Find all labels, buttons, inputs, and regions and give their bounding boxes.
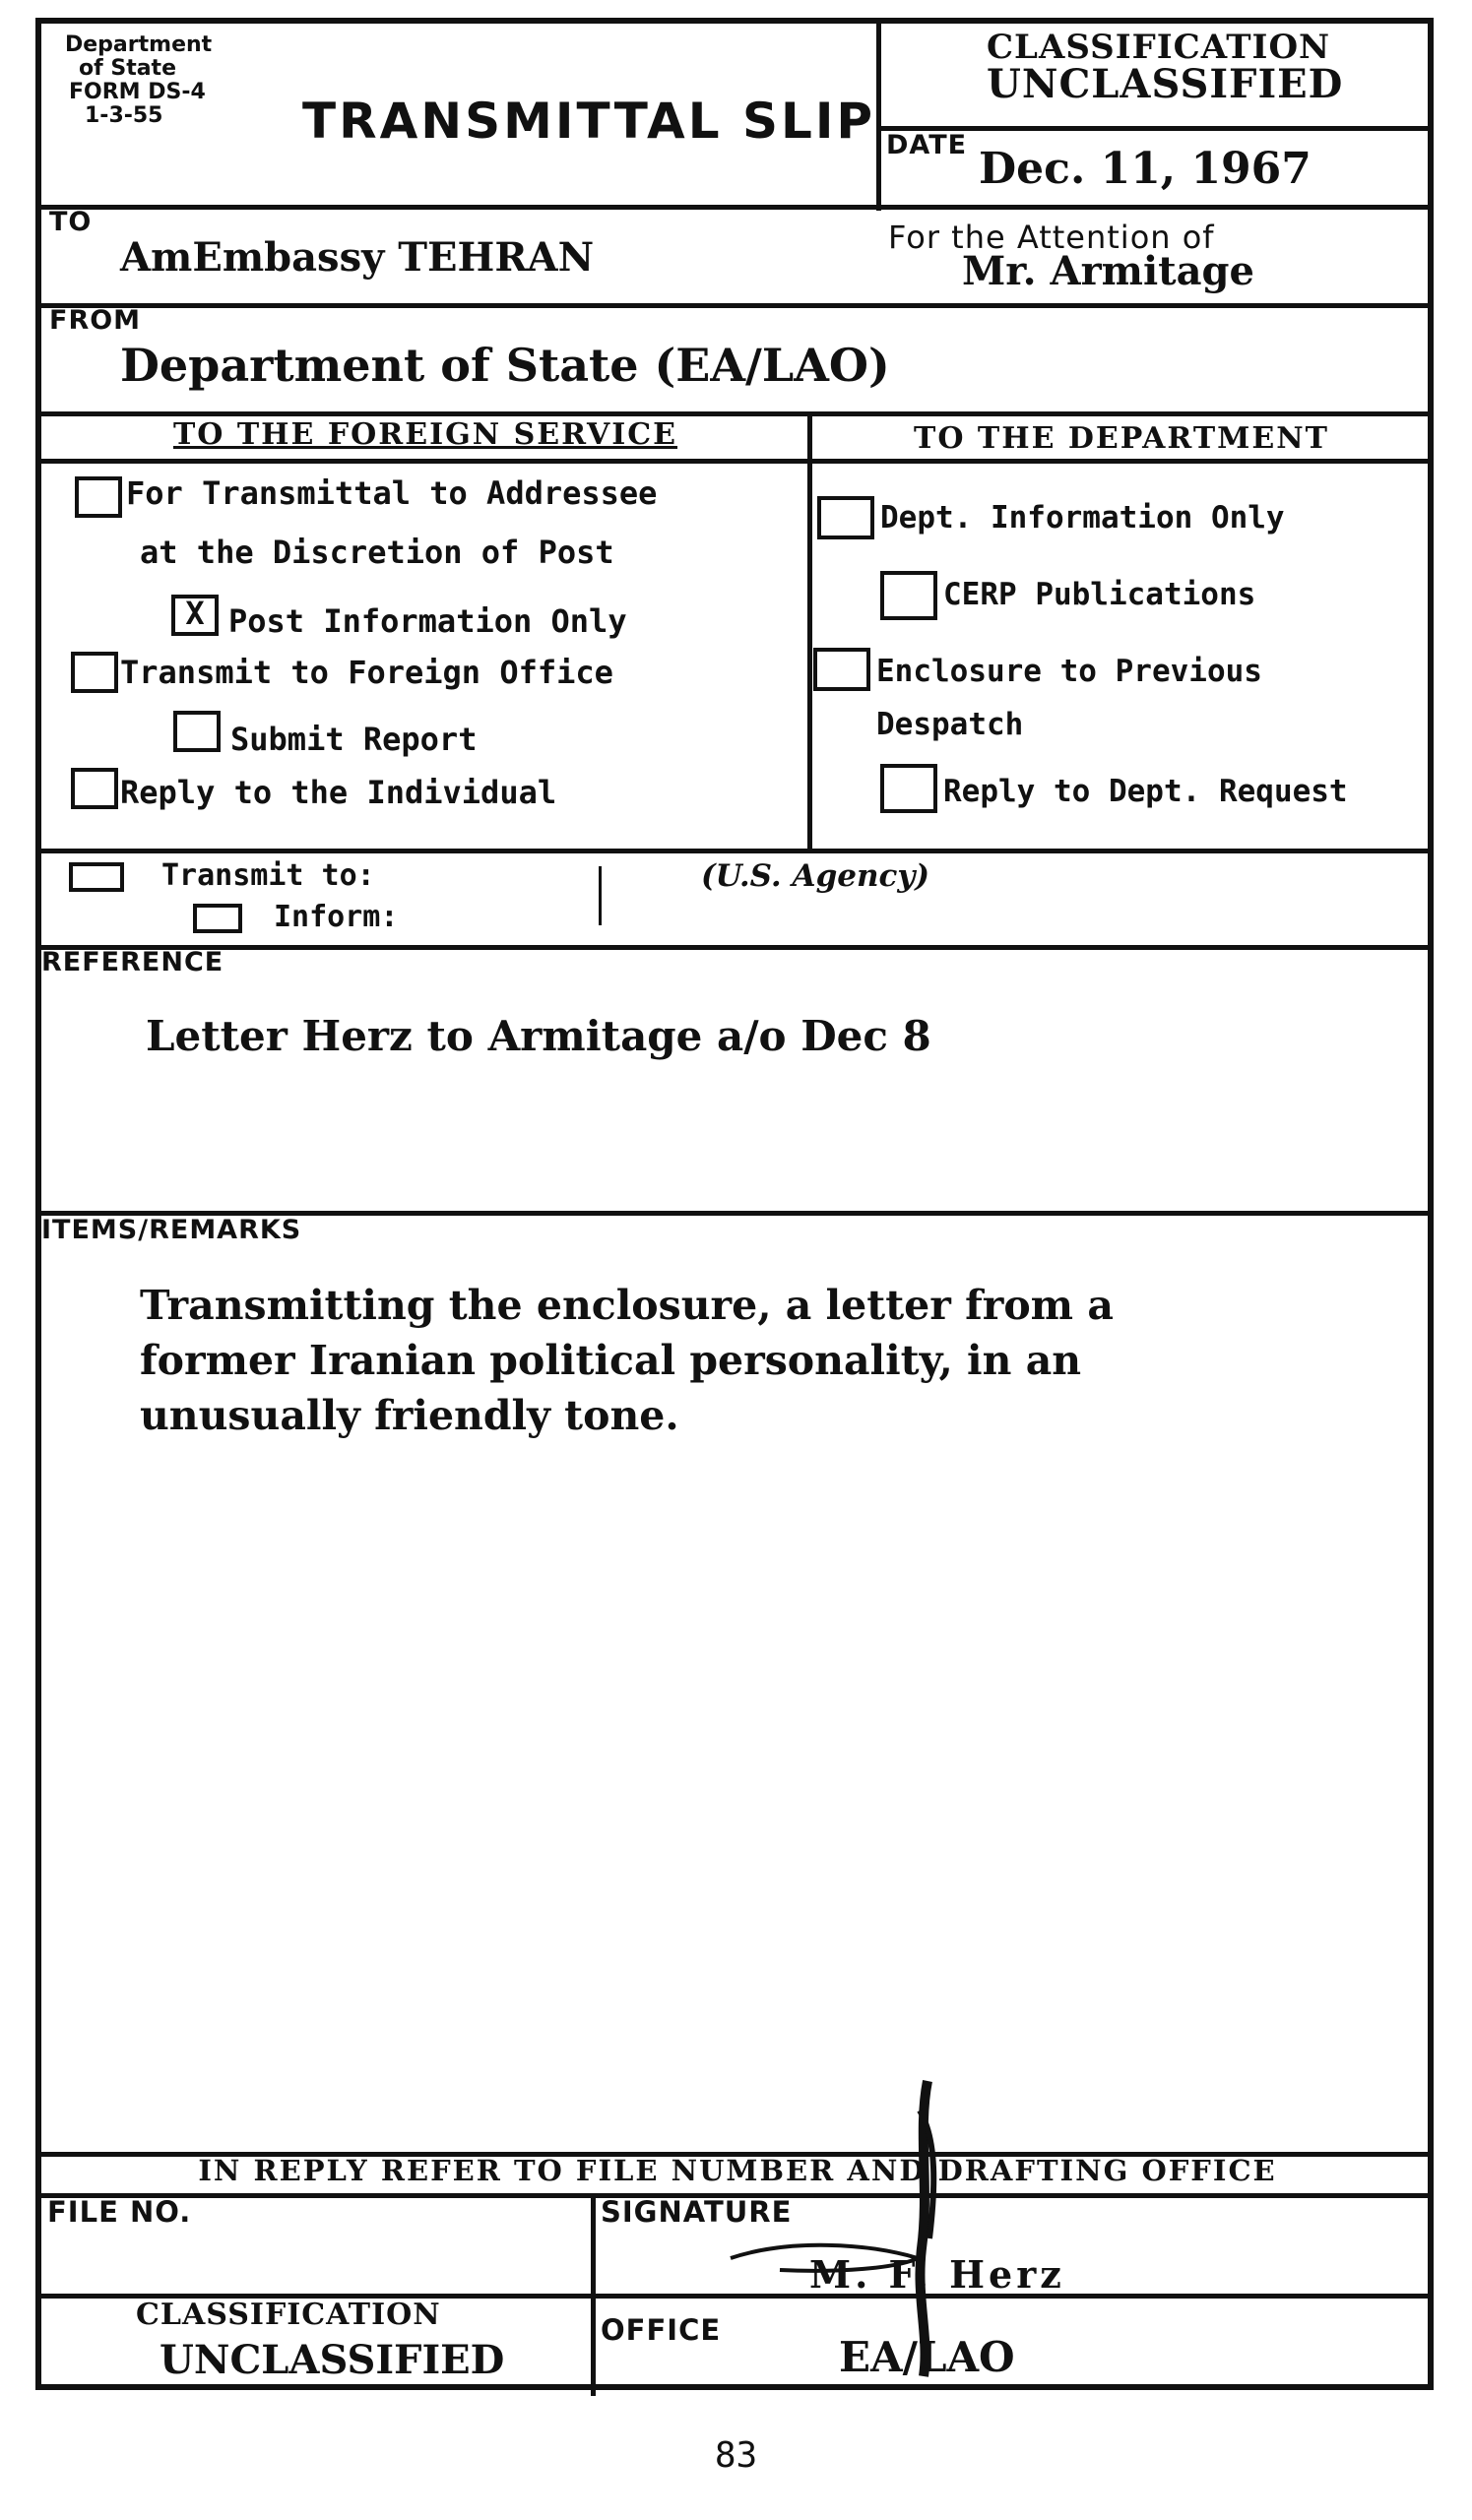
- date-label: DATE: [886, 130, 968, 160]
- form-id-line: FORM DS-4: [69, 80, 206, 104]
- foreign-service-heading: TO THE FOREIGN SERVICE: [172, 417, 678, 452]
- option-cerp-publications: CERP Publications: [943, 577, 1256, 612]
- page-number: 83: [714, 2435, 758, 2476]
- checkbox-enclosure-previous[interactable]: [813, 648, 870, 691]
- attention-value: Mr. Armitage: [962, 248, 1254, 294]
- option-enclosure-previous-line1: Enclosure to Previous: [876, 654, 1262, 689]
- option-dept-information-only: Dept. Information Only: [880, 500, 1285, 536]
- checkbox-transmit-to[interactable]: [69, 862, 124, 892]
- from-label: FROM: [49, 305, 142, 336]
- form-id-line: Department: [65, 32, 213, 57]
- classification-top: UNCLASSIFIED: [987, 61, 1344, 107]
- option-post-information-only: Post Information Only: [228, 602, 627, 640]
- office-label: OFFICE: [601, 2313, 722, 2347]
- inform-label: Inform:: [274, 900, 399, 934]
- office-value: EA/LAO: [839, 2333, 1015, 2381]
- remarks-label: ITEMS/REMARKS: [41, 1215, 302, 1245]
- checkbox-cerp-publications[interactable]: [880, 571, 937, 620]
- footer-classification-label: CLASSIFICATION: [136, 2298, 441, 2332]
- remarks-line: former Iranian political personality, in an: [140, 1337, 1082, 1384]
- option-reply-individual: Reply to the Individual: [120, 774, 557, 811]
- checkbox-post-information-only[interactable]: X: [171, 595, 219, 636]
- to-label: TO: [49, 207, 93, 237]
- option-enclosure-previous-line2: Despatch: [876, 707, 1024, 742]
- option-transmittal-addressee-line2: at the Discretion of Post: [140, 534, 614, 571]
- checkbox-dept-information-only[interactable]: [817, 496, 874, 539]
- option-transmittal-addressee-line1: For Transmittal to Addressee: [126, 474, 658, 512]
- to-value: AmEmbassy TEHRAN: [120, 234, 595, 281]
- option-transmit-foreign-office: Transmit to Foreign Office: [120, 654, 613, 691]
- form-id-line: 1-3-55: [85, 103, 163, 128]
- classification-heading: CLASSIFICATION: [987, 28, 1331, 67]
- checkbox-submit-report[interactable]: [173, 711, 221, 752]
- transmit-to-label: Transmit to:: [161, 858, 375, 893]
- checkbox-inform[interactable]: [193, 904, 242, 933]
- reference-label: REFERENCE: [41, 947, 224, 977]
- checkbox-reply-individual[interactable]: [71, 768, 118, 809]
- from-value: Department of State (EA/LAO): [120, 339, 890, 392]
- department-heading: TO THE DEPARTMENT: [914, 421, 1329, 456]
- form-title: TRANSMITTAL SLIP: [302, 93, 876, 150]
- signature-name: M. F. Herz: [809, 2252, 1065, 2297]
- footer-classification-value: UNCLASSIFIED: [160, 2337, 505, 2383]
- signature-label: SIGNATURE: [601, 2195, 793, 2229]
- remarks-line: unusually friendly tone.: [140, 1392, 679, 1439]
- option-submit-report: Submit Report: [230, 721, 478, 758]
- form-identifier: [65, 33, 262, 128]
- transmittal-slip-form: [35, 18, 1434, 2390]
- checkbox-transmit-foreign-office[interactable]: [71, 652, 118, 693]
- form-id-line: of State: [79, 56, 176, 81]
- remarks-line: Transmitting the enclosure, a letter from a: [140, 1282, 1114, 1329]
- checkbox-reply-dept-request[interactable]: [880, 764, 937, 813]
- checkbox-transmittal-addressee[interactable]: [75, 476, 122, 518]
- reference-value: Letter Herz to Armitage a/o Dec 8: [146, 1012, 931, 1060]
- file-no-label: FILE NO.: [47, 2195, 192, 2229]
- remarks-body: [140, 1278, 1114, 1443]
- agency-label: (U.S. Agency): [701, 858, 930, 894]
- reply-banner: IN REPLY REFER TO FILE NUMBER AND DRAFTING OFFICE: [198, 2154, 1277, 2187]
- option-reply-dept-request: Reply to Dept. Request: [943, 774, 1348, 809]
- attention-label: For the Attention of: [888, 219, 1215, 256]
- date-value: Dec. 11, 1967: [979, 144, 1312, 194]
